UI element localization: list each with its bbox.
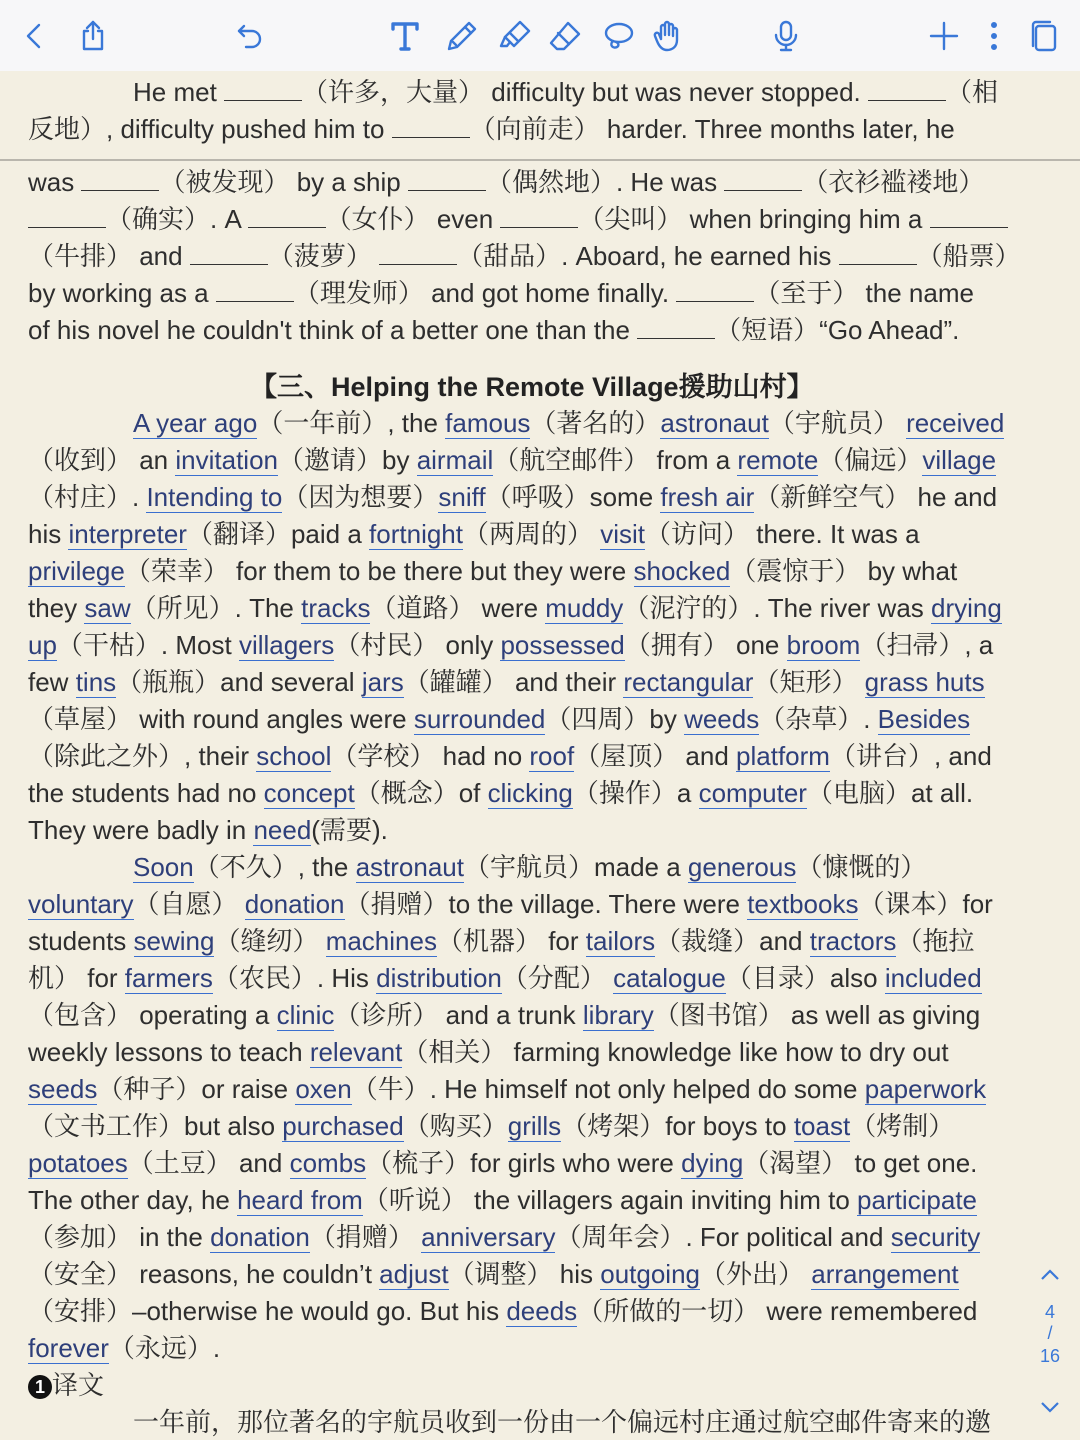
text-line: （草屋） with round angles were surrounded（四周）by weeds（杂草）. Besides: [28, 704, 971, 734]
pen-icon[interactable]: [440, 14, 484, 58]
text-line: the students had no concept（概念）of clicking（操作）a computer（电脑）at all.: [28, 778, 974, 808]
share-icon[interactable]: [71, 14, 115, 58]
text-line: （确实）. A （女仆） even （尖叫） when bringing him a: [28, 204, 1008, 234]
text-line: of his novel he couldn't think of a better one than the （短语）“Go Ahead”.: [28, 315, 960, 345]
text-line: privilege（荣幸） for them to be there but they were shocked（震惊于） by what: [28, 556, 958, 586]
text-line: （除此之外）, their school（学校） had no roof（屋顶） and platform（讲台）, and: [28, 741, 992, 771]
text-line: was （被发现） by a ship （偶然地）. He was （衣衫褴褛地）: [28, 167, 985, 197]
page-separator: /: [1047, 1323, 1053, 1343]
text-line: He met （许多，大量） difficulty but was never stopped. （相: [133, 77, 999, 107]
hand-icon[interactable]: [646, 14, 690, 58]
text-line: his interpreter（翻译）paid a fortnight（两周的） visit（访问） there. It was a: [28, 519, 920, 549]
text-line: （参加） in the donation（捐赠） anniversary（周年会）. For political and security: [28, 1222, 981, 1252]
text-line: up（干枯）. Most villagers（村民） only possessed（拥有） one broom（扫帚）, a: [28, 630, 994, 660]
text-line: （安全） reasons, he couldn’t adjust（调整） his outgoing（外出） arrangement: [28, 1259, 959, 1289]
text-line: Soon（不久）, the astronaut（宇航员）made a generous（慷慨的）: [133, 852, 927, 882]
eraser-icon[interactable]: [543, 14, 587, 58]
highlighter-icon[interactable]: [493, 14, 537, 58]
text-line: potatoes（土豆） and combs（梳子）for girls who were dying（渴望） to get one.: [28, 1148, 978, 1178]
text-line: they saw（所见）. The tracks（道路） were muddy（泥泞的）. The river was drying: [28, 593, 1002, 623]
text-line: weekly lessons to teach relevant（相关） farming knowledge like how to dry out: [28, 1037, 949, 1067]
text-line: （安排）–otherwise he would go. But his deeds（所做的一切） were remembered: [28, 1296, 978, 1326]
current-page: 4: [1044, 1302, 1055, 1322]
text-line: （牛排） and （菠萝） （甜品）. Aboard, he earned his （船票）: [28, 241, 1021, 271]
undo-icon[interactable]: [228, 14, 272, 58]
text-tool-icon[interactable]: [383, 14, 427, 58]
previous-page-bottom: [0, 71, 1080, 161]
text-line: 机） for farmers（农民）. His distribution（分配） catalogue（目录）also included: [28, 963, 982, 993]
microphone-icon[interactable]: [764, 14, 808, 58]
translation-line: 一年前，那位著名的宇航员收到一份由一个偏远村庄通过航空邮件寄来的邀: [133, 1407, 992, 1437]
text-line: （包含） operating a clinic（诊所） and a trunk library（图书馆） as well as giving: [28, 1000, 981, 1030]
text-line: by working as a （理发师） and got home finally. （至于） the name: [28, 278, 974, 308]
number-badge: 1: [28, 1375, 52, 1399]
text-line: 反地）, difficulty pushed him to （向前走） harder. Three months later, he: [28, 114, 955, 144]
text-line: forever（永远）.: [28, 1333, 221, 1363]
back-icon[interactable]: [12, 14, 56, 58]
text-line: students sewing（缝纫） machines（机器） for tailors（裁缝）and tractors（拖拉: [28, 926, 975, 956]
page-navigator: [1030, 1262, 1070, 1432]
toolbar: [0, 0, 1080, 72]
total-pages: 16: [1039, 1346, 1061, 1366]
text-line: They were badly in need(需要).: [28, 815, 388, 845]
more-icon[interactable]: [972, 14, 1016, 58]
text-line: voluntary（自愿） donation（捐赠）to the village. There were textbooks（课本）for: [28, 889, 993, 919]
pages-icon[interactable]: [1022, 14, 1066, 58]
section-heading: 【三、Helping the Remote Village援助山村】: [250, 372, 814, 402]
text-line: A year ago（一年前）, the famous（著名的）astronaut（宇航员） received: [133, 408, 1005, 438]
page-up-icon[interactable]: [1039, 1264, 1061, 1291]
page-down-icon[interactable]: [1039, 1396, 1061, 1423]
text-line: few tins（瓶瓶）and several jars（罐罐） and their rectangular（矩形） grass huts: [28, 667, 985, 697]
add-icon[interactable]: [922, 14, 966, 58]
text-line: （文书工作）but also purchased（购买）grills（烤架）for boys to toast（烤制）: [28, 1111, 955, 1141]
text-line: （收到） an invitation（邀请）by airmail（航空邮件） from a remote（偏远）village: [28, 445, 997, 475]
text-line: The other day, he heard from（听说） the villagers again inviting him to participate: [28, 1185, 978, 1215]
translation-label: 1 译文: [28, 1370, 104, 1400]
document-page: [0, 161, 1080, 1440]
text-line: seeds（种子）or raise oxen（牛）. He himself not only helped do some paperwork: [28, 1074, 987, 1104]
lasso-icon[interactable]: [596, 14, 640, 58]
text-line: （村庄）. Intending to（因为想要）sniff（呼吸）some fresh air（新鲜空气） he and: [28, 482, 998, 512]
